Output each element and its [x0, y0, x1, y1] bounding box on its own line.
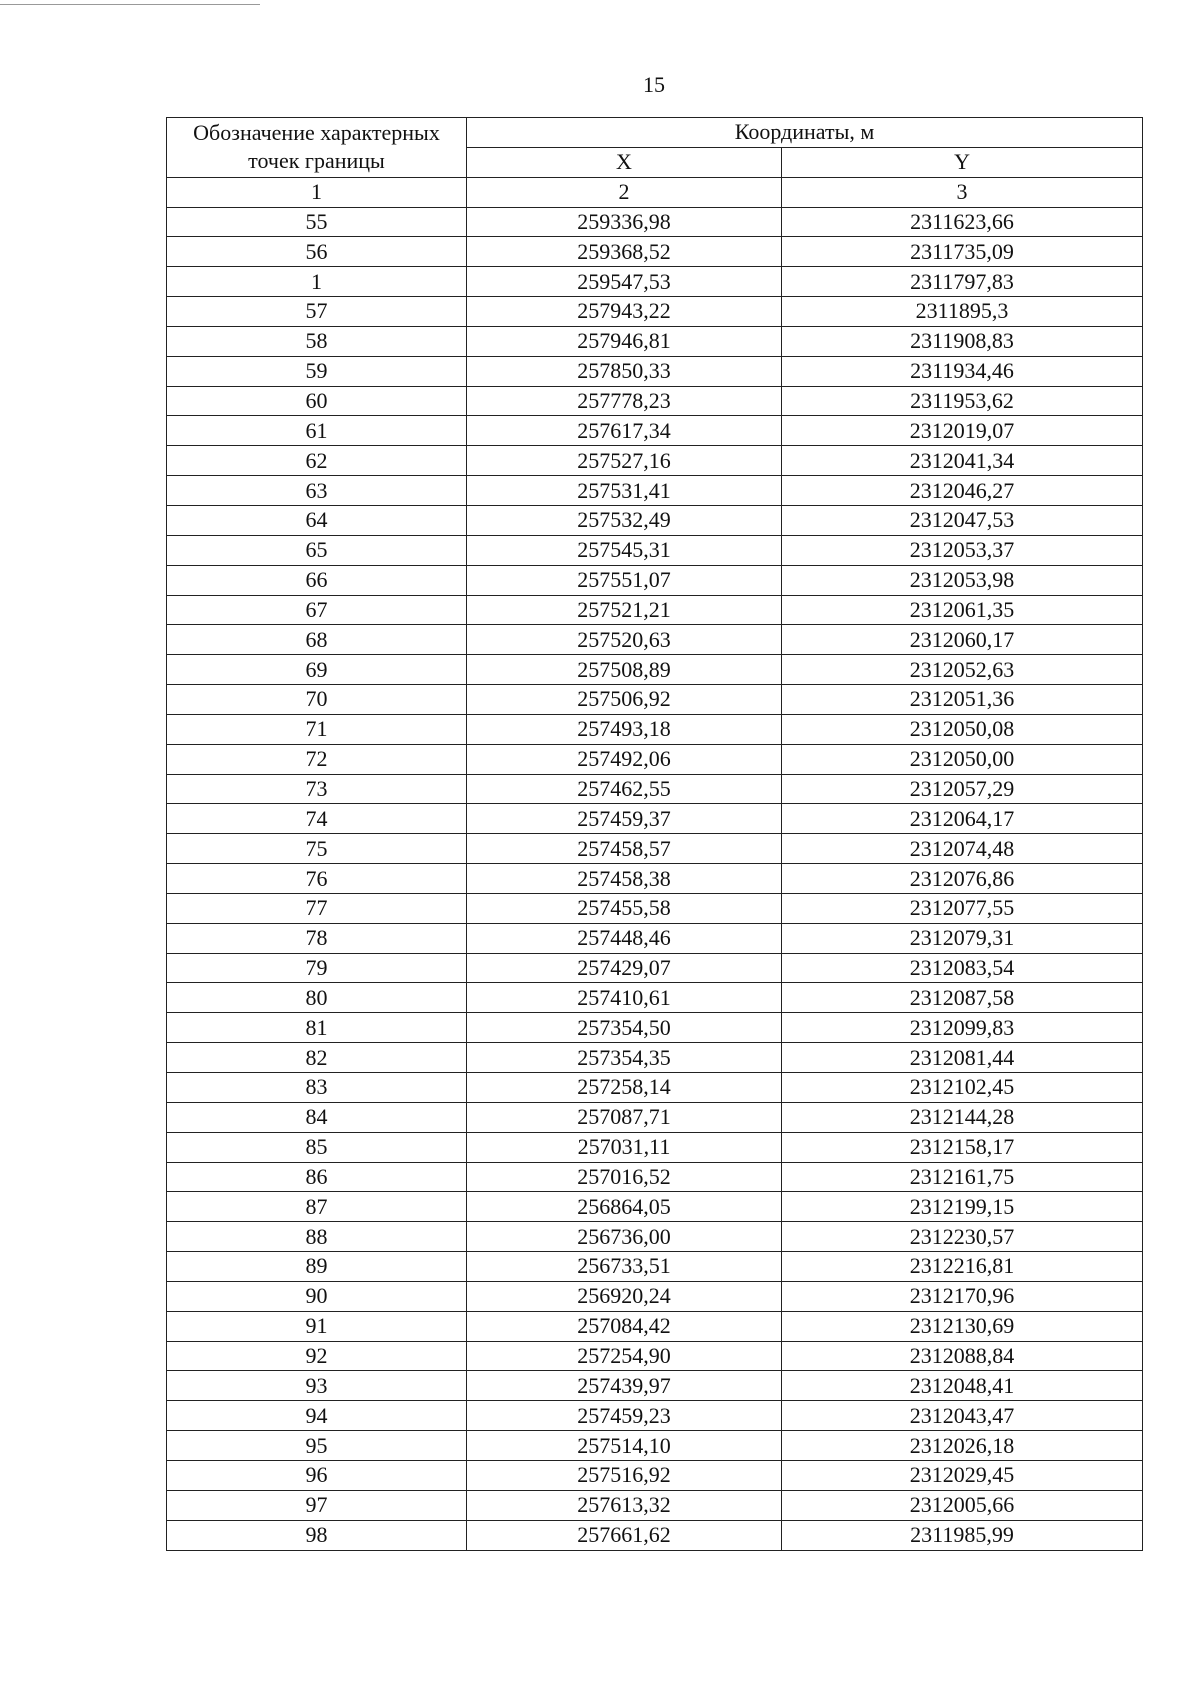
- x-coordinate-cell: 257439,97: [467, 1371, 782, 1401]
- table-row: [167, 565, 1143, 595]
- table-row: [167, 326, 1143, 356]
- point-cell: 79: [167, 953, 467, 983]
- table-row: [167, 416, 1143, 446]
- point-cell: 1: [167, 267, 467, 297]
- table-row: [167, 864, 1143, 894]
- point-cell: 73: [167, 774, 467, 804]
- point-cell: 83: [167, 1073, 467, 1103]
- point-cell: 69: [167, 655, 467, 685]
- y-coordinate-cell: 2311623,66: [782, 207, 1143, 237]
- y-coordinate-cell: 2312144,28: [782, 1102, 1143, 1132]
- coordinates-table: [166, 117, 1143, 1551]
- point-cell: 68: [167, 625, 467, 655]
- table-row: [167, 1371, 1143, 1401]
- table-row: [167, 1132, 1143, 1162]
- y-coordinate-cell: 2312061,35: [782, 595, 1143, 625]
- x-coordinate-cell: 257516,92: [467, 1460, 782, 1490]
- table-row: [167, 655, 1143, 685]
- y-coordinate-cell: 2312057,29: [782, 774, 1143, 804]
- y-coordinate-cell: 2312029,45: [782, 1460, 1143, 1490]
- x-coordinate-cell: 256733,51: [467, 1252, 782, 1282]
- point-cell: 60: [167, 386, 467, 416]
- x-coordinate-cell: 257520,63: [467, 625, 782, 655]
- y-coordinate-cell: 2312170,96: [782, 1281, 1143, 1311]
- y-coordinate-cell: 2312079,31: [782, 923, 1143, 953]
- column-number-1: 1: [167, 177, 467, 207]
- y-coordinate-cell: 2312087,58: [782, 983, 1143, 1013]
- y-coordinate-cell: 2311985,99: [782, 1520, 1143, 1550]
- table-row: [167, 446, 1143, 476]
- x-coordinate-cell: 257458,57: [467, 834, 782, 864]
- x-coordinate-cell: 259368,52: [467, 237, 782, 267]
- y-coordinate-cell: 2312102,45: [782, 1073, 1143, 1103]
- y-coordinate-cell: 2311797,83: [782, 267, 1143, 297]
- table-row: [167, 1341, 1143, 1371]
- y-coordinate-cell: 2312041,34: [782, 446, 1143, 476]
- point-cell: 86: [167, 1162, 467, 1192]
- table-row: [167, 1102, 1143, 1132]
- x-coordinate-cell: 257492,06: [467, 744, 782, 774]
- table-row: [167, 1311, 1143, 1341]
- point-cell: 62: [167, 446, 467, 476]
- x-coordinate-cell: 257087,71: [467, 1102, 782, 1132]
- point-cell: 70: [167, 685, 467, 715]
- point-cell: 75: [167, 834, 467, 864]
- y-coordinate-cell: 2312053,37: [782, 535, 1143, 565]
- point-cell: 97: [167, 1490, 467, 1520]
- x-coordinate-cell: 259547,53: [467, 267, 782, 297]
- y-coordinate-cell: 2312060,17: [782, 625, 1143, 655]
- table-row: [167, 595, 1143, 625]
- x-coordinate-cell: 257458,38: [467, 864, 782, 894]
- y-coordinate-cell: 2312052,63: [782, 655, 1143, 685]
- point-cell: 95: [167, 1431, 467, 1461]
- x-coordinate-cell: 257521,21: [467, 595, 782, 625]
- x-coordinate-cell: 257493,18: [467, 714, 782, 744]
- x-coordinate-cell: 257016,52: [467, 1162, 782, 1192]
- y-coordinate-cell: 2311735,09: [782, 237, 1143, 267]
- x-coordinate-cell: 257354,35: [467, 1043, 782, 1073]
- y-coordinate-cell: 2312047,53: [782, 505, 1143, 535]
- x-coordinate-cell: 257545,31: [467, 535, 782, 565]
- point-cell: 93: [167, 1371, 467, 1401]
- table-row: [167, 535, 1143, 565]
- x-coordinate-cell: 257455,58: [467, 893, 782, 923]
- y-coordinate-cell: 2312083,54: [782, 953, 1143, 983]
- point-cell: 55: [167, 207, 467, 237]
- table-row: [167, 834, 1143, 864]
- y-coordinate-cell: 2312051,36: [782, 685, 1143, 715]
- table-row: [167, 1520, 1143, 1550]
- x-coordinate-cell: 257258,14: [467, 1073, 782, 1103]
- header-point-designation: Обозначение характерных точек границы: [167, 118, 467, 178]
- y-coordinate-cell: 2312099,83: [782, 1013, 1143, 1043]
- header-coordinates: Координаты, м: [467, 118, 1143, 148]
- x-coordinate-cell: 256864,05: [467, 1192, 782, 1222]
- point-cell: 72: [167, 744, 467, 774]
- y-coordinate-cell: 2312043,47: [782, 1401, 1143, 1431]
- y-coordinate-cell: 2312161,75: [782, 1162, 1143, 1192]
- header-y: Y: [782, 147, 1143, 177]
- point-cell: 81: [167, 1013, 467, 1043]
- x-coordinate-cell: 257946,81: [467, 326, 782, 356]
- x-coordinate-cell: 257508,89: [467, 655, 782, 685]
- table-row: [167, 1460, 1143, 1490]
- point-cell: 57: [167, 297, 467, 327]
- x-coordinate-cell: 257459,37: [467, 804, 782, 834]
- x-coordinate-cell: 257459,23: [467, 1401, 782, 1431]
- x-coordinate-cell: 257084,42: [467, 1311, 782, 1341]
- x-coordinate-cell: 257410,61: [467, 983, 782, 1013]
- table-row: [167, 923, 1143, 953]
- x-coordinate-cell: 259336,98: [467, 207, 782, 237]
- table-row: [167, 386, 1143, 416]
- column-number-3: 3: [782, 177, 1143, 207]
- point-cell: 91: [167, 1311, 467, 1341]
- table-row: [167, 1013, 1143, 1043]
- table-row: [167, 1401, 1143, 1431]
- y-coordinate-cell: 2312050,00: [782, 744, 1143, 774]
- y-coordinate-cell: 2312216,81: [782, 1252, 1143, 1282]
- table-row: [167, 744, 1143, 774]
- y-coordinate-cell: 2312088,84: [782, 1341, 1143, 1371]
- x-coordinate-cell: 257613,32: [467, 1490, 782, 1520]
- table-row: [167, 714, 1143, 744]
- point-cell: 98: [167, 1520, 467, 1550]
- table-row: [167, 685, 1143, 715]
- page-number: 15: [643, 72, 665, 97]
- y-coordinate-cell: 2312074,48: [782, 834, 1143, 864]
- x-coordinate-cell: 257448,46: [467, 923, 782, 953]
- x-coordinate-cell: 257661,62: [467, 1520, 782, 1550]
- point-cell: 94: [167, 1401, 467, 1431]
- x-coordinate-cell: 257850,33: [467, 356, 782, 386]
- point-cell: 58: [167, 326, 467, 356]
- point-cell: 63: [167, 476, 467, 506]
- y-coordinate-cell: 2311895,3: [782, 297, 1143, 327]
- table-row: [167, 953, 1143, 983]
- x-coordinate-cell: 256736,00: [467, 1222, 782, 1252]
- point-cell: 56: [167, 237, 467, 267]
- table-row: [167, 297, 1143, 327]
- y-coordinate-cell: 2312199,15: [782, 1192, 1143, 1222]
- y-coordinate-cell: 2312050,08: [782, 714, 1143, 744]
- table-header: [167, 118, 1143, 208]
- table-row: [167, 237, 1143, 267]
- table-row: [167, 1192, 1143, 1222]
- point-cell: 82: [167, 1043, 467, 1073]
- y-coordinate-cell: 2311908,83: [782, 326, 1143, 356]
- y-coordinate-cell: 2312053,98: [782, 565, 1143, 595]
- point-cell: 61: [167, 416, 467, 446]
- table-row: [167, 505, 1143, 535]
- y-coordinate-cell: 2312076,86: [782, 864, 1143, 894]
- table-row: [167, 1252, 1143, 1282]
- column-number-2: 2: [467, 177, 782, 207]
- y-coordinate-cell: 2312130,69: [782, 1311, 1143, 1341]
- scan-edge-line: [0, 4, 260, 5]
- x-coordinate-cell: 257943,22: [467, 297, 782, 327]
- x-coordinate-cell: 257531,41: [467, 476, 782, 506]
- point-cell: 77: [167, 893, 467, 923]
- x-coordinate-cell: 257551,07: [467, 565, 782, 595]
- point-cell: 76: [167, 864, 467, 894]
- y-coordinate-cell: 2312230,57: [782, 1222, 1143, 1252]
- point-cell: 67: [167, 595, 467, 625]
- table-row: [167, 1490, 1143, 1520]
- x-coordinate-cell: 257617,34: [467, 416, 782, 446]
- y-coordinate-cell: 2311953,62: [782, 386, 1143, 416]
- table-row: [167, 774, 1143, 804]
- y-coordinate-cell: 2312026,18: [782, 1431, 1143, 1461]
- table-row: [167, 207, 1143, 237]
- point-cell: 92: [167, 1341, 467, 1371]
- point-cell: 64: [167, 505, 467, 535]
- table-row: [167, 1281, 1143, 1311]
- table-body: [167, 207, 1143, 1550]
- point-cell: 66: [167, 565, 467, 595]
- table-row: [167, 356, 1143, 386]
- y-coordinate-cell: 2311934,46: [782, 356, 1143, 386]
- table-row: [167, 893, 1143, 923]
- x-coordinate-cell: 257254,90: [467, 1341, 782, 1371]
- point-cell: 85: [167, 1132, 467, 1162]
- point-cell: 89: [167, 1252, 467, 1282]
- x-coordinate-cell: 257429,07: [467, 953, 782, 983]
- table-row: [167, 1222, 1143, 1252]
- x-coordinate-cell: 256920,24: [467, 1281, 782, 1311]
- y-coordinate-cell: 2312081,44: [782, 1043, 1143, 1073]
- point-cell: 80: [167, 983, 467, 1013]
- table-row: [167, 1431, 1143, 1461]
- point-cell: 65: [167, 535, 467, 565]
- y-coordinate-cell: 2312005,66: [782, 1490, 1143, 1520]
- table-row: [167, 1043, 1143, 1073]
- table-row: [167, 804, 1143, 834]
- point-cell: 71: [167, 714, 467, 744]
- point-cell: 59: [167, 356, 467, 386]
- point-cell: 88: [167, 1222, 467, 1252]
- x-coordinate-cell: 257514,10: [467, 1431, 782, 1461]
- x-coordinate-cell: 257532,49: [467, 505, 782, 535]
- point-cell: 87: [167, 1192, 467, 1222]
- point-cell: 84: [167, 1102, 467, 1132]
- y-coordinate-cell: 2312077,55: [782, 893, 1143, 923]
- table-row: [167, 625, 1143, 655]
- y-coordinate-cell: 2312019,07: [782, 416, 1143, 446]
- x-coordinate-cell: 257031,11: [467, 1132, 782, 1162]
- x-coordinate-cell: 257354,50: [467, 1013, 782, 1043]
- x-coordinate-cell: 257506,92: [467, 685, 782, 715]
- table-row: [167, 1073, 1143, 1103]
- y-coordinate-cell: 2312046,27: [782, 476, 1143, 506]
- x-coordinate-cell: 257462,55: [467, 774, 782, 804]
- column-number-row: [167, 177, 1143, 207]
- table-row: [167, 267, 1143, 297]
- x-coordinate-cell: 257778,23: [467, 386, 782, 416]
- y-coordinate-cell: 2312064,17: [782, 804, 1143, 834]
- table-row: [167, 983, 1143, 1013]
- point-cell: 78: [167, 923, 467, 953]
- point-cell: 96: [167, 1460, 467, 1490]
- table-row: [167, 1162, 1143, 1192]
- header-x: X: [467, 147, 782, 177]
- point-cell: 90: [167, 1281, 467, 1311]
- y-coordinate-cell: 2312158,17: [782, 1132, 1143, 1162]
- y-coordinate-cell: 2312048,41: [782, 1371, 1143, 1401]
- point-cell: 74: [167, 804, 467, 834]
- table-row: [167, 476, 1143, 506]
- x-coordinate-cell: 257527,16: [467, 446, 782, 476]
